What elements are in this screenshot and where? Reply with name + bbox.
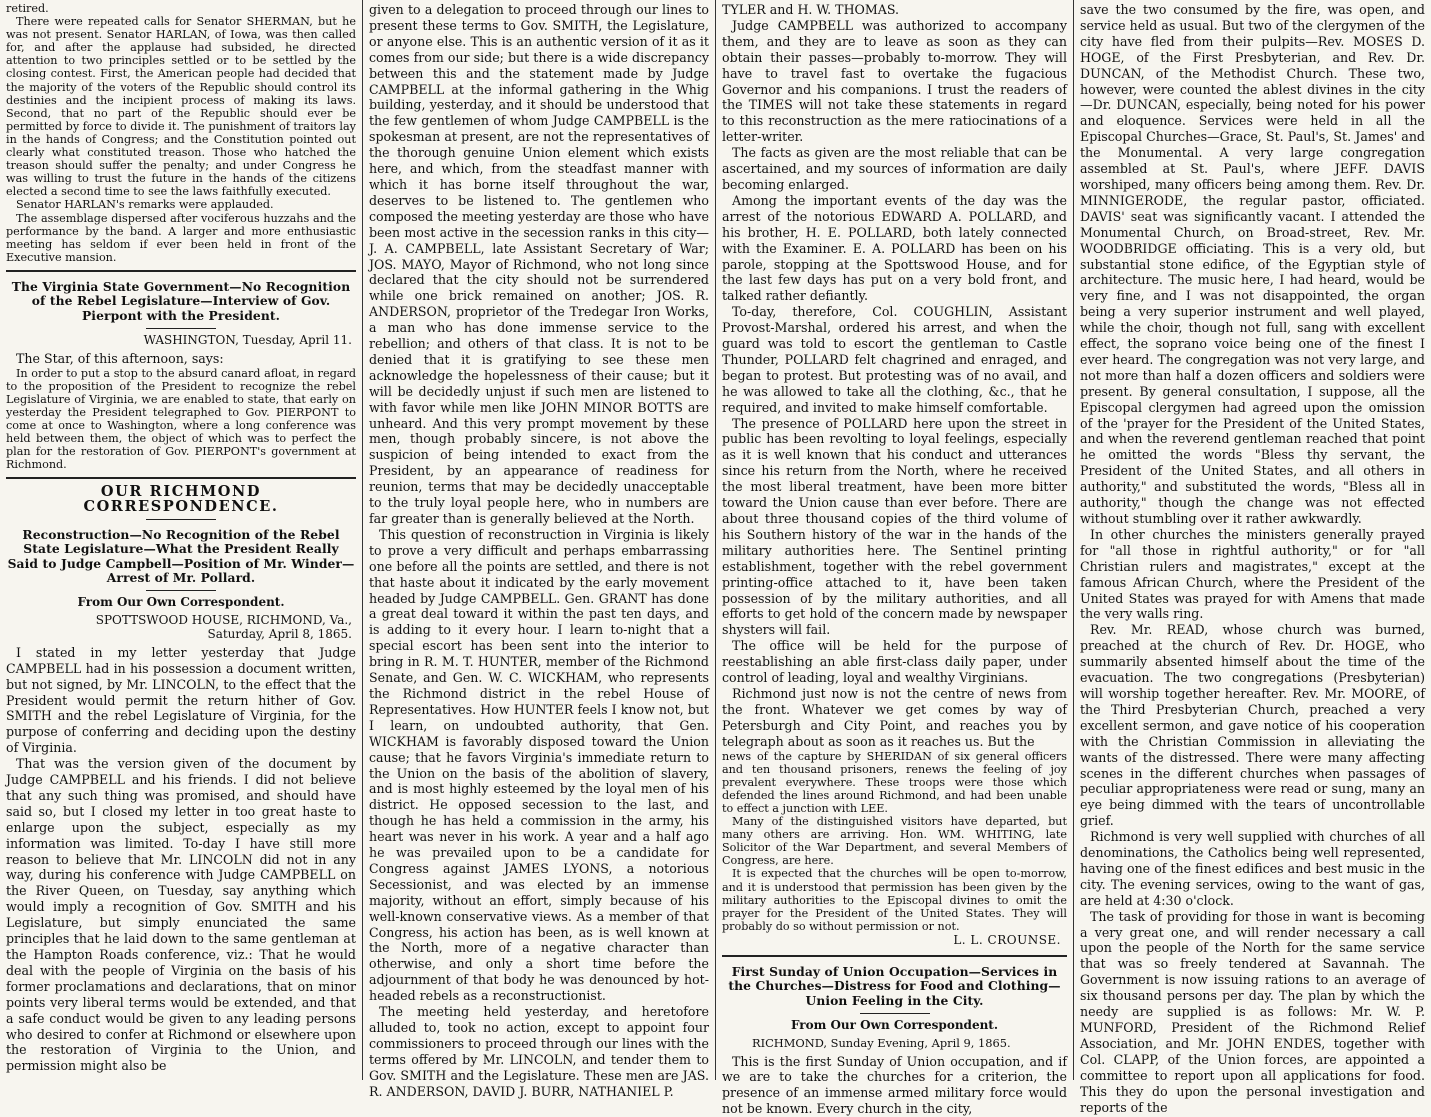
divider [146, 590, 216, 591]
article-headline: Reconstruction—No Recognition of the Rebel State Legislature—What the President Really Said to Judge Campbell—Position of Mr. Winder—Arrest of Mr. Pollard. [6, 528, 356, 586]
paragraph: The assemblage dispersed after vociferous huzzahs and the performance by the band. A larger and more enthusiastic meeting has seldom if ever been held in front of the Executive mansion. [6, 212, 356, 264]
divider [146, 328, 216, 329]
paragraph: Judge CAMPBELL was authorized to accompany them, and they are to leave as soon as they can obtain their passes—probably to-morrow. They will have to travel fast to overtake the fugacious Governor and his companions. I trust the readers of the TIMES will not take these statements in regard to this reconstruction as the mere ratiocinations of a letter-writer. [722, 18, 1067, 145]
dateline-date: Saturday, April 8, 1865. [6, 627, 352, 641]
paragraph: The meeting held yesterday, and heretofore alluded to, took no action, except to appoint four commissioners to proceed through our lines with the terms offered by Mr. LINCOLN, and tender them to Gov. SMITH and the Legislature. These men are JAS. R. ANDERSON, DAVID J. BURR, NATHANIEL P. [369, 1004, 709, 1099]
section-headline: OUR RICHMOND CORRESPONDENCE. [6, 485, 356, 514]
signature: L. L. CROUNSE. [722, 933, 1061, 949]
paragraph: There were repeated calls for Senator SHERMAN, but he was not present. Senator HARLAN, of Iowa, was then called for, and after the applause had subsided, he directed attention to two principles settled or to be settled by the closing contest. First, the American people had decided that the majority of the voters of the Republic should control its destinies and the incipient process of making its laws. Second, that no part of the Republic should ever be permitted by force to divide it. The punishment of traitors lay in the hands of Congress; and the Constitution pointed out clearly what constituted treason. Those who hatched the treason should suffer the penalty; and under Congress he was willing to trust the future in the hands of the citizens elected a second time to see the laws faithfully executed. [6, 15, 356, 198]
paragraph: news of the capture by SHERIDAN of six general officers and ten thousand prisoners, renews the feeling of joy prevalent everywhere. These troops were those which defended the lines around Richmond, and had been unable to effect a junction with LEE. [722, 750, 1067, 815]
paragraph: Among the important events of the day was the arrest of the notorious EDWARD A. POLLARD, and his brother, H. E. POLLARD, both lately connected with the Examiner. E. A. POLLARD has been on his parole, stopping at the Spottswood House, and for the last few days has put on a very bold front, and talked rather defiantly. [722, 193, 1067, 304]
divider [6, 477, 356, 479]
column-1 [0, 0, 362, 1080]
paragraph: The presence of POLLARD here upon the street in public has been revolting to loyal feelings, especially as it is well known that his conduct and utterances since his return from the North, where he received the most liberal treatment, have been more bitter toward the Union cause than ever before. There are about three thousand copies of the third volume of his Southern history of the war in the hands of the military authorities here. The Sentinel printing establishment, together with the rebel government printing-office attached to it, have been taken possession of by the military authorities, and all efforts to get hold of the concern made by newspaper shysters will fail. [722, 416, 1067, 639]
dateline [6, 613, 352, 641]
paragraph: To-day, therefore, Col. COUGHLIN, Assistant Provost-Marshal, ordered his arrest, and when the guard was told to escort the gentleman to Castle Thunder, POLLARD felt chagrined and enraged, and began to protest. But protesting was of no avail, and he was allowed to take all the clothing, &c., that he required, and invited to make himself comfortable. [722, 304, 1067, 415]
paragraph: The office will be held for the purpose of reestablishing an able first-class daily paper, under control of leading, loyal and wealthy Virginians. [722, 638, 1067, 686]
divider [146, 519, 216, 520]
article-headline: First Sunday of Union Occupation—Services in the Churches—Distress for Food and Clothing—Union Feeling in the City. [722, 965, 1067, 1009]
paragraph: It is expected that the churches will be open to-morrow, and it is understood that permission has been given by the military authorities to the Episcopal divines to omit the prayer for the President of the United States. They will probably do so without permission or not. [722, 867, 1067, 932]
divider [860, 1013, 930, 1014]
dateline: RICHMOND, Sunday Evening, April 9, 1865. [752, 1036, 1067, 1050]
column-4 [1074, 0, 1431, 1080]
column-3 [716, 0, 1073, 1080]
paragraph: This is the first Sunday of Union occupation, and if we are to take the churches for a criterion, the presence of an immense armed military force would not be known. Every church in the city, [722, 1054, 1067, 1117]
paragraph: In other churches the ministers generally prayed for "all those in rightful authority," or for "all Christian rulers and magistrates," except at the famous African Church, where the President of the United States was prayed for with Amens that made the very walls ring. [1080, 527, 1425, 622]
dateline: WASHINGTON, Tuesday, April 11. [6, 333, 352, 347]
paragraph: In order to put a stop to the absurd canard afloat, in regard to the proposition of the President to recognize the rebel Legislature of Virginia, we are enabled to state, that early on yesterday the President telegraphed to Gov. PIERPONT to come at once to Washington, where a long conference was held between them, the object of which was to perfect the plan for the restoration of Gov. PIERPONT's government at Richmond. [6, 367, 356, 472]
paragraph: The task of providing for those in want is becoming a very great one, and will render necessary a call upon the people of the North for the same service that was so freely tendered at Savannah. The Government is now issuing rations to an average of six thousand persons per day. The plan by which the needy are supplied is as follows: Mr. W. P. MUNFORD, President of the Richmond Relief Association, and Mr. JOHN ENDES, together with Col. CLAPP, of the Union forces, are appointed a committee to report upon all applications for food. This they do upon the personal investigation and reports of the [1080, 909, 1425, 1116]
column-2 [363, 0, 715, 1080]
paragraph: Many of the distinguished visitors have departed, but many others are arriving. Hon. WM. WHITING, late Solicitor of the War Department, and several Members of Congress, are here. [722, 815, 1067, 867]
paragraph: Richmond is very well supplied with churches of all denominations, the Catholics being well represented, having one of the finest edifices and best music in the city. The evening services, owing to the want of gas, are held at 4:30 o'clock. [1080, 829, 1425, 909]
article-headline: The Virginia State Government—No Recognition of the Rebel Legislature—Interview of Gov. Pierpont with the President. [6, 280, 356, 324]
paragraph: The facts as given are the most reliable that can be ascertained, and my sources of information are daily becoming enlarged. [722, 145, 1067, 193]
paragraph: The Star, of this afternoon, says: [6, 351, 356, 367]
divider [6, 270, 356, 272]
paragraph: Senator HARLAN's remarks were applauded. [6, 198, 356, 211]
dateline-place: SPOTTSWOOD HOUSE, RICHMOND, Va., [6, 613, 352, 627]
paragraph: save the two consumed by the fire, was open, and service held as usual. But two of the clergymen of the city have fled from their pulpits—Rev. MOSES D. HOGE, of the First Presbyterian, and Rev. Dr. DUNCAN, of the Methodist Church. These two, however, were counted the ablest divines in the city—Dr. DUNCAN, especially, being noted for his power and eloquence. Services were held in all the Episcopal Churches—Grace, St. Paul's, St. James' and the Monumental. A very large congregation assembled at St. Paul's, where JEFF. DAVIS worshiped, many officers being among them. Rev. Dr. MINNIGERODE, the regular pastor, officiated. DAVIS' seat was significantly vacant. I attended the Monumental Church, on Broad-street, Rev. Mr. WOODBRIDGE officiating. This is a very old, but substantial stone edifice, of the Egyptian style of architecture. The music here, I had heard, would be very fine, and I was not disappointed, the organ being a very superior instrument and well played, while the choir, though not full, sang with excellent effect, the soprano voice being one of the finest I ever heard. The congregation was not very large, and not more than half a dozen officers and soldiers were present. By general consultation, I suppose, all the Episcopal clergymen had agreed upon the omission of the 'prayer for the President of the United States, and when the reverend gentleman reached that point he omitted the words "Bless thy servant, the President of the United States, and all others in authority," and substituted the words, "Bless all in authority," though the change was not effected without stumbling over it rather awkwardly. [1080, 2, 1425, 527]
paragraph: This question of reconstruction in Virginia is likely to prove a very difficult and perhaps embarrassing one before all the points are settled, and there is not that haste about it indicated by the early movement headed by Judge CAMPBELL. Gen. GRANT has done a great deal toward it within the past ten days, and is adding to it every hour. I learn to-night that a special escort has been sent into the interior to bring in R. M. T. HUNTER, member of the Richmond Senate, and Gen. W. C. WICKHAM, who represents the Richmond district in the rebel House of Representatives. How HUNTER feels I know not, but I learn, on undoubted authority, that Gen. WICKHAM is favorably disposed toward the Union cause; that he favors Virginia's immediate return to the Union on the basis of the abolition of slavery, and is most highly esteemed by the loyal men of his district. He opposed secession to the last, and though he has held a commission in the army, his heart was never in his work. A year and a half ago he was prevailed upon to be a candidate for Congress against JAMES LYONS, a notorious Secessionist, and was elected by an immense majority, without an effort, simply because of his well-known conservative views. As a member of that Congress, his action has been, as is well known at the North, more of a negative character than otherwise, and only a short time before the adjournment of that body he was denounced by hot-headed rebels as a reconstructionist. [369, 527, 709, 1004]
paragraph: Richmond just now is not the centre of news from the front. Whatever we get comes by way of Petersburgh and City Point, and reaches you by telegraph about as soon as it reaches us. But the [722, 686, 1067, 750]
paragraph: That was the version given of the document by Judge CAMPBELL and his friends. I did not believe that any such thing was promised, and should have said so, but I closed my letter in too great haste to enlarge upon the subject, especially as my information was limited. To-day I have still more reason to believe that Mr. LINCOLN did not in any way, during his conference with Judge CAMPBELL on the River Queen, on Tuesday, say anything which would imply a recognition of Gov. SMITH and his Legislature, but simply enunciated the same principles that he laid down to the same gentleman at the Hampton Roads conference, viz.: That he would deal with the people of Virginia on the basis of his former proclamations and declarations, that on minor points very liberal terms would be extended, and that a safe conduct would be given to any leading persons who desired to confer at Richmond or elsewhere upon the restoration of Virginia to the Union, and permission might also be [6, 756, 356, 1074]
paragraph: I stated in my letter yesterday that Judge CAMPBELL had in his possession a document written, but not signed, by Mr. LINCOLN, to the effect that the President would permit the return hither of Gov. SMITH and the rebel Legislature of Virginia, for the purpose of conferring and deciding upon the destiny of Virginia. [6, 645, 356, 756]
divider [722, 955, 1067, 957]
paragraph: given to a delegation to proceed through our lines to present these terms to Gov. SMITH, the Legislature, or anyone else. This is an authentic version of it as it comes from our side; but there is a wide discrepancy between this and the statement made by Judge CAMPBELL at the informal gathering in the Whig building, yesterday, and it should be understood that the few gentlemen of whom Judge CAMPBELL is the spokesman at present, are not the representatives of the thorough genuine Union element which exists here, and which, from the steadfast manner with which it has borne itself throughout the war, deserves to be listened to. The gentlemen who composed the meeting yesterday are those who have been most active in the secession ranks in this city—J. A. CAMPBELL, late Assistant Secretary of War; JOS. MAYO, Mayor of Richmond, who not long since declared that the city should not be surrendered while one brick remained on another; JOS. R. ANDERSON, proprietor of the Tredegar Iron Works, a man who has done immense service to the rebellion; and others of that class. It is not to be denied that it is gratifying to see these men acknowledge the hopelessness of their cause; but it will be decidedly unjust if such men are listened to with favor while men like JOHN MINOR BOTTS are unheard. And this very prompt movement by these men, though probably sincere, is not above the suspicion of being intended to exact from the President, by an appearance of readiness for reunion, terms that may be decidedly unacceptable to the truly loyal people here, who in numbers are far greater than is generally believed at the North. [369, 2, 709, 527]
paragraph: retired. [6, 2, 356, 15]
paragraph: TYLER and H. W. THOMAS. [722, 2, 1067, 18]
paragraph: Rev. Mr. READ, whose church was burned, preached at the church of Rev. Dr. HOGE, who summarily absented himself about the time of the evacuation. The two congregations (Presbyterian) will worship together hereafter. Rev. Mr. MOORE, of the Third Presbyterian Church, preached a very excellent sermon, and gave notice of his cooperation with the Christian Commission in alleviating the wants of the distressed. There were many affecting scenes in the different churches when passages of peculiar appropriateness were read or sung, many an eye being dimmed with the tears of uncontrollable grief. [1080, 622, 1425, 829]
byline: From Our Own Correspondent. [722, 1018, 1067, 1034]
byline: From Our Own Correspondent. [6, 595, 356, 611]
